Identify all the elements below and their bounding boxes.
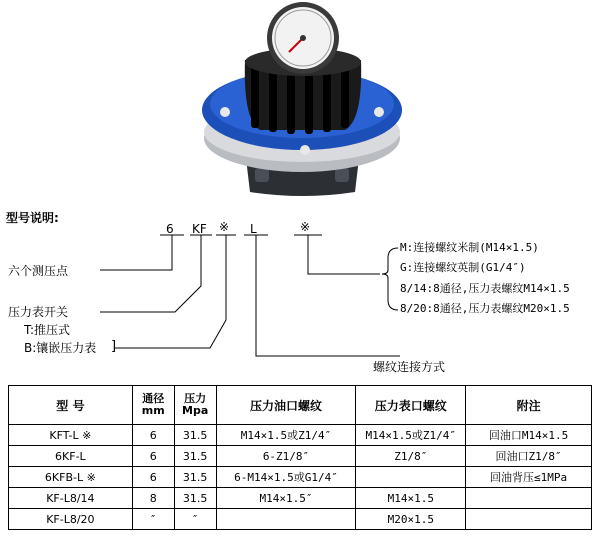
cell-model: 6KFB-L ※ — [9, 467, 133, 488]
header-model: 型 号 — [9, 386, 133, 425]
cell-note — [466, 509, 592, 530]
spec-table — [8, 385, 592, 530]
cell-note: 回油口M14×1.5 — [466, 425, 592, 446]
product-photo — [185, 0, 420, 200]
label-t-push: T:推压式 — [24, 323, 71, 337]
cell-gauge-thread: Z1/8″ — [356, 446, 466, 467]
section-title: 型号说明: — [6, 211, 59, 225]
table-row — [9, 425, 592, 446]
cell-diameter: 6 — [132, 467, 174, 488]
cell-oil-thread: M14×1.5″ — [216, 488, 356, 509]
cell-oil-thread: 6-M14×1.5或G1/4″ — [216, 467, 356, 488]
cell-note: 回油口Z1/8″ — [466, 446, 592, 467]
cell-gauge-thread — [356, 467, 466, 488]
code-part-kf: KF — [192, 222, 207, 236]
cell-diameter: 8 — [132, 488, 174, 509]
cell-note: 回油背压≤1MPa — [466, 467, 592, 488]
header-gauge-thread: 压力表口螺纹 — [356, 386, 466, 425]
cell-pressure: ″ — [174, 509, 216, 530]
code-part-mark2: ※ — [300, 220, 311, 234]
cell-pressure: 31.5 — [174, 425, 216, 446]
header-oil-thread: 压力油口螺纹 — [216, 386, 356, 425]
cell-pressure: 31.5 — [174, 446, 216, 467]
option-8-20: 8/20:8通径,压力表螺纹M20×1.5 — [400, 302, 570, 315]
cell-gauge-thread: M14×1.5或Z1/4″ — [356, 425, 466, 446]
table-row — [9, 467, 592, 488]
table-row — [9, 446, 592, 467]
cell-oil-thread: 6-Z1/8″ — [216, 446, 356, 467]
cell-model: KF-L8/14 — [9, 488, 133, 509]
cell-note — [466, 488, 592, 509]
cell-diameter: 6 — [132, 425, 174, 446]
table-header-row — [9, 386, 592, 425]
cell-model: KFT-L ※ — [9, 425, 133, 446]
header-note: 附注 — [466, 386, 592, 425]
cell-oil-thread: M14×1.5或Z1/4″ — [216, 425, 356, 446]
option-8-14: 8/14:8通径,压力表螺纹M14×1.5 — [400, 282, 570, 295]
cell-gauge-thread: M20×1.5 — [356, 509, 466, 530]
cell-diameter: 6 — [132, 446, 174, 467]
cell-gauge-thread: M14×1.5 — [356, 488, 466, 509]
cell-model: KF-L8/20 — [9, 509, 133, 530]
label-six-points: 六个测压点 — [8, 264, 69, 278]
cell-pressure: 31.5 — [174, 488, 216, 509]
code-part-l: L — [250, 222, 257, 236]
code-part-mark1: ※ — [219, 220, 230, 234]
label-gauge-switch: 压力表开关 — [8, 305, 69, 319]
label-b-embed: B:镶嵌压力表 — [24, 341, 97, 355]
bracket-mark: ] — [111, 339, 117, 354]
header-diameter: 通径 mm — [132, 386, 174, 425]
table-row — [9, 488, 592, 509]
cell-oil-thread — [216, 509, 356, 530]
cell-pressure: 31.5 — [174, 467, 216, 488]
label-thread-connection: 螺纹连接方式 — [373, 360, 446, 374]
header-pressure: 压力 Mpa — [174, 386, 216, 425]
option-m: M:连接螺纹米制(M14×1.5) — [400, 241, 539, 254]
cell-model: 6KF-L — [9, 446, 133, 467]
cell-diameter: ″ — [132, 509, 174, 530]
option-g: G:连接螺纹英制(G1/4″) — [400, 261, 526, 274]
code-part-6: 6 — [166, 222, 174, 236]
table-row — [9, 509, 592, 530]
